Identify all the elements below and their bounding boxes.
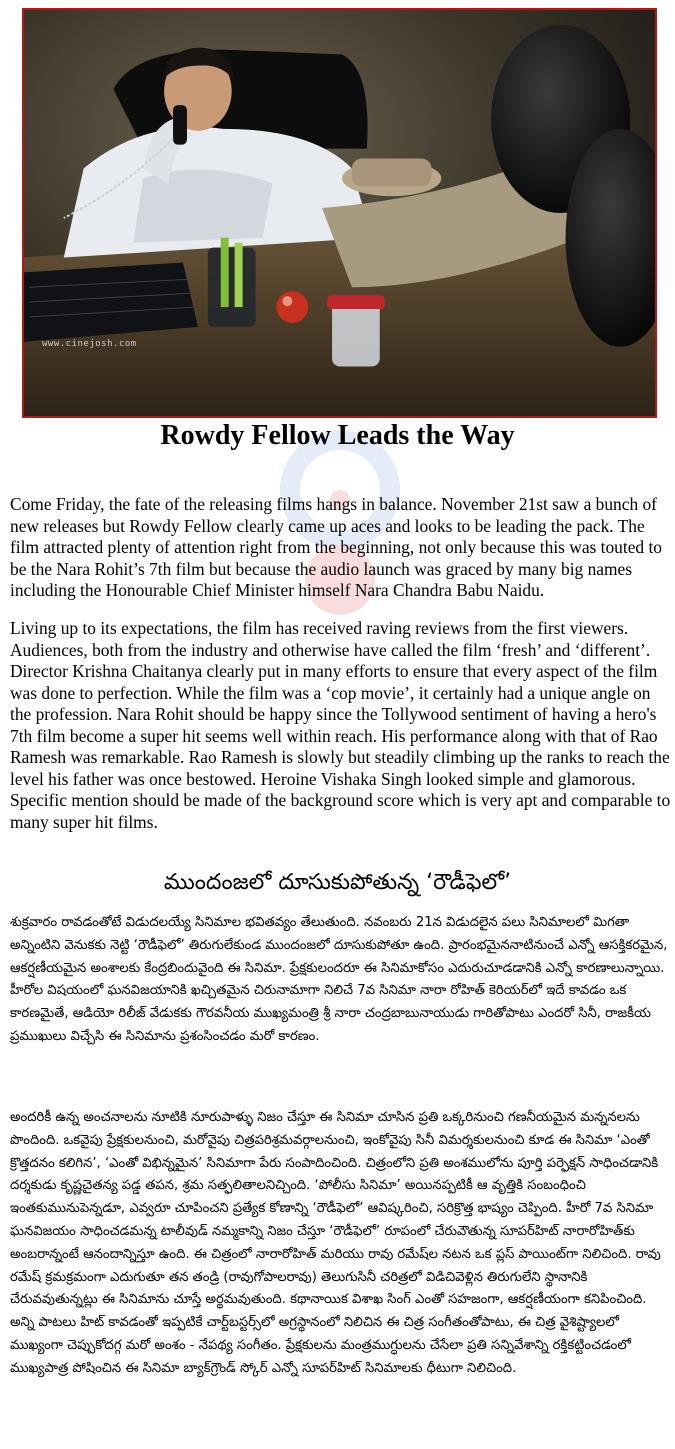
article-title: Rowdy Fellow Leads the Way	[160, 420, 515, 451]
telugu-paragraph-2: అందరికీ ఉన్న అంచనాలను నూటికి నూరుపాళ్ళు నిజం చేస్తూ ఈ సినిమా చూసిన ప్రతి ఒక్కరినుంచి గణనీయమైన మన్ననలను పొందింది. ఒకవైపు ప్రేక్షకులనుంచి, మరోవైపు చిత్రపరిశ్రమవర్గాలనుంచి, ఇంకోవైపు సినీ విమర్శకులనుంచి కూడ ఈ సినిమా ‘ఎంతో క్రొత్తదనం కలిగిన’, ‘ఎంతో విభిన్నమైన’ సినిమాగా పేరు సంపాదించింది. చిత్రంలోని ప్రతి అంశములోను పూర్తి పర్ఫెక్షన్ సాధించడానికి దర్శకుడు కృష్ణచైతన్య పడ్డ తపన, శ్రమ సత్ఫలితాలనిచ్చింది. ‘పోలీసు సినిమా’ అయినప్పటికీ ఆ వృత్తికి సంబంధించి ఇంతకుమునుపెన్నడూ, ఎవ్వరూ చూపించని ప్రత్యేక కోణాన్ని ‘రౌడీఫెలో’ ఆవిష్కరించి, సరిక్రొత్త భాష్యం చెప్పింది. హీరో 7వ సినిమా ఘనవిజయం సాధించడమన్న టాలీవుడ్ నమ్మకాన్ని నిజం చేస్తూ ‘రౌడీఫెలో’ రూపంలో చేరువౌతున్న సూపర్‌హిట్ నారారోహిత్‌కు అంబరాన్నంటే ఆనందాన్నిస్తూ ఉంది. ఈ చిత్రంలో నారారోహిత్ మరియు రావు రమేష్‌ల నటన ఒక ప్లస్ పాయింట్‌గా నిలిచింది. రావు రమేష్ క్రమక్రమంగా ఎదుగుతూ తన తండ్రి (రావుగోపాలరావు) తెలుగుసినీ చరిత్రలో విడిచివెళ్లిన తిరుగులేని స్థానానికి చేరువవుతున్నట్లు ఈ సినిమాను చూస్తే అర్థమవుతుంది. కథానాయిక విశాఖ సింగ్ ఎంతో సహజంగా, ఆకర్షణీయంగా కనిపించింది. అన్ని పాటలు హిట్ కావడంతో ఇప్పటికే చార్ట్‌బస్టర్స్‌లో అగ్రస్థానంలో నిలిచిన ఈ చిత్ర సంగీతంతోపాటు, ఈ చిత్ర వైశిష్ట్యాలలో ముఖ్యంగా చెప్పుకోదగ్గ మరో అంశం - నేపథ్య సంగీతం. ప్రేక్షకులను మంత్రముగ్ధులను చేసేలా ప్రతి సన్నివేశాన్ని రక్తికట్టించడంలో ముఖ్యపాత్ర పోషించిన ఈ సినిమా బ్యాక్‌గ్రౌండ్ స్కోర్ ఎన్నో సూపర్‌హిట్ సినిమాలకు ధీటుగా నిలిచింది.	[10, 1110, 661, 1376]
article-paragraph-2: Living up to its expectations, the film has received raving reviews from the first viewers. Audiences, both from the industry and otherwise have called the film ‘fresh’ and ‘different’. Director Krishna Chaitanya clearly put in many efforts to ensure that every aspect of the film was done to perfection. While the film was a ‘cop movie’, it certainly had a unique angle on the profession. Nara Rohit should be happy since the Tollywood sentiment of having a hero's 7th film become a super hit seems well within reach. His performance along with that of Rao Ramesh was remarkable. Rao Ramesh is slowly but steadily climbing up the ranks to reach the level his father was once bestowed. Heroine Vishaka Singh looked simple and glamorous. Specific mention should be made of the background score which is very apt and comparable to many super hit films.	[10, 618, 671, 832]
telugu-paragraph-1: శుక్రవారం రావడంతోటే విడుదలయ్యే సినిమాల భవితవ్యం తేలుతుంది. నవంబరు 21న విడుదలైన పలు సినిమాలలో మిగతా అన్నింటిని వెనుకకు నెట్టి ‘రౌడీఫెలో’ తిరుగులేకుండ ముందంజలో దూసుకుపోతూ ఉంది. ప్రారంభమైననాటినుంచే ఎన్నో ఆసక్తికరమైన, ఆకర్షణీయమైన అంశాలకు కేంద్రబిందువైంది ఈ సినిమా. ప్రేక్షకులందరూ ఈ సినిమాకోసం ఎదురుచూడడానికి ఎన్నో కారణాలున్నాయి. హీరోల విషయంలో ఘనవిజయానికి ఖచ్చితమైన చిరునామాగా నిలిచే 7వ సినిమా నారా రోహిత్ కెరియర్‌లో ఇదే కావడం ఒక కారణమైతే, ఆడియో రిలీజ్ వేడుకకు గౌరవనీయ ముఖ్యమంత్రి శ్రీ నారా చంద్రబాబునాయుడు గారితోపాటు ఎందరో సినీ, రాజకీయ ప్రముఖులు విచ్చేసి ఈ సినిమాను ప్రశంసించడం మరో కారణం.	[10, 915, 668, 1044]
movie-still-photo	[22, 8, 657, 418]
image-watermark: www.cinejosh.com	[42, 339, 137, 349]
telugu-article-title: ముందంజలో దూసుకుపోతున్న ‘రౌడీఫెలో’	[163, 870, 512, 895]
movie-still-illustration	[24, 10, 655, 416]
article-paragraph-1: Come Friday, the fate of the releasing films hangs in balance. November 21st saw a bunch of new releases but Rowdy Fellow clearly came up aces and looks to be leading the pack. The film attracted plenty of attention right from the beginning, not only because this was touted to be the Nara Rohit’s 7th film but because the audio launch was graced by many big names including the Honourable Chief Minister himself Nara Chandra Babu Naidu.	[10, 494, 662, 600]
